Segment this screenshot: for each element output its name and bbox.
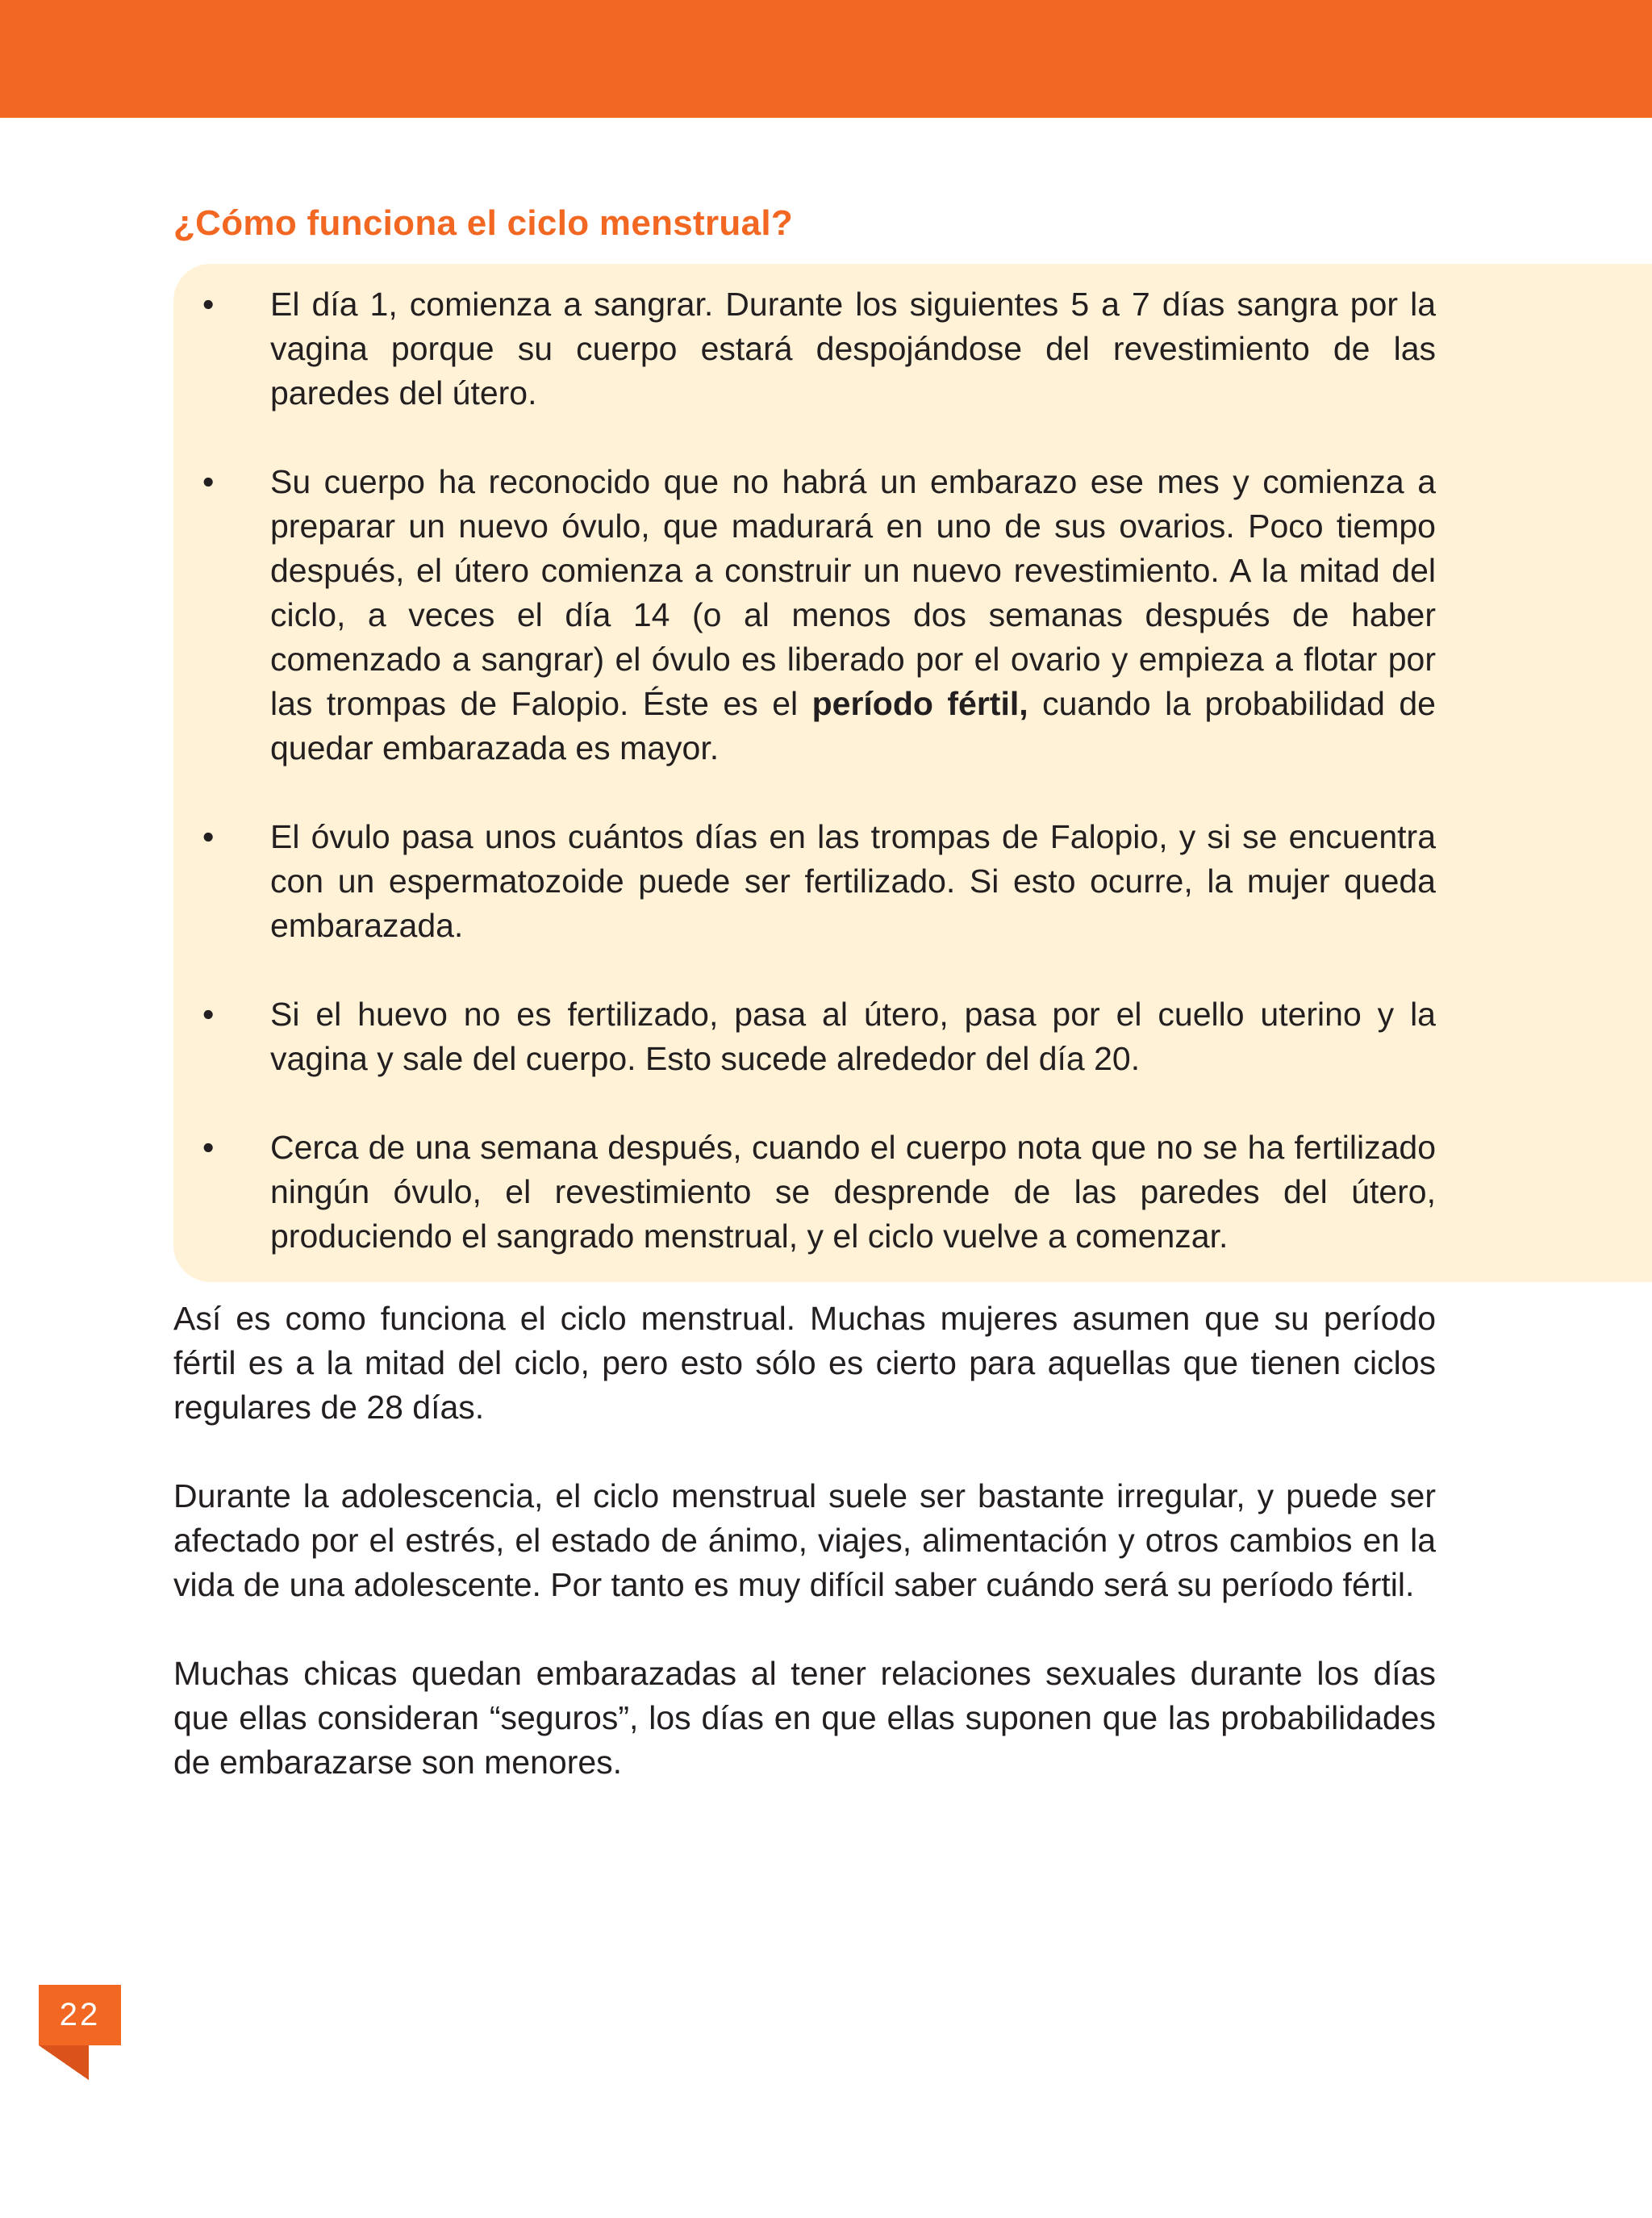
bullet-list [173, 282, 1436, 1303]
bullet-text: Si el huevo no es fertilizado, pasa al útero, pasa por el cuello uterino y la vagina y sale del cuerpo. Esto sucede alrededor del día 20. [270, 996, 1436, 1077]
paragraph-3: Muchas chicas quedan embarazadas al tener relaciones sexuales durante los días que ellas consideran “seguros”, los días en que ellas suponen que las probabilidades de embarazarse son menores. [173, 1655, 1436, 1781]
bullet-item-2 [173, 460, 1436, 771]
header-band [0, 0, 1652, 118]
bullet-dot-icon: • [202, 463, 215, 500]
paragraph-1: Así es como funciona el ciclo menstrual. Muchas mujeres asumen que su período fértil es a la mitad del ciclo, pero esto sólo es cierto para aquellas que tienen ciclos regulares de 28 días. [173, 1300, 1436, 1426]
bullet-dot-icon: • [202, 1129, 215, 1166]
bullet-dot-icon: • [202, 818, 215, 855]
page-tab-tail [39, 2045, 89, 2080]
bullet-dot-icon: • [202, 286, 215, 323]
bullet-item-1 [173, 282, 1436, 416]
bullet-dot-icon: • [202, 996, 215, 1033]
bullet-item-4 [173, 992, 1436, 1081]
body-paragraphs [173, 1297, 1436, 1829]
bullet-text-after: cuando la probabilidad de quedar embarazada es mayor. [270, 685, 1436, 766]
page-number: 22 [39, 1985, 121, 2045]
paragraph-2: Durante la adolescencia, el ciclo menstrual suele ser bastante irregular, y puede ser afectado por el estrés, el estado de ánimo, viajes, alimentación y otros cambios en la vida de una adolescente. Por tanto es muy difícil saber cuándo será su período fértil. [173, 1477, 1436, 1603]
bullet-text: El óvulo pasa unos cuántos días en las trompas de Falopio, y si se encuentra con un espermatozoide puede ser fertilizado. Si esto ocurre, la mujer queda embarazada. [270, 818, 1436, 944]
bullet-text: Cerca de una semana después, cuando el cuerpo nota que no se ha fertilizado ningún óvulo, el revestimiento se desprende de las paredes del útero, produciendo el sangrado menstrual, y el ciclo vuelve a comenzar. [270, 1129, 1436, 1255]
bullet-item-5 [173, 1126, 1436, 1259]
section-heading: ¿Cómo funciona el ciclo menstrual? [173, 203, 794, 243]
bullet-text-before: Su cuerpo ha reconocido que no habrá un embarazo ese mes y comienza a preparar un nuevo óvulo, que madurará en uno de sus ovarios. Poco tiempo después, el útero comienza a construir un nuevo revestimiento. A la mitad del ciclo, a veces el día 14 (o al menos dos semanas después de haber comenzado a sangrar) el óvulo es liberado por el ovario y empieza a flotar por las trompas de Falopio. Éste es el [270, 463, 1436, 722]
bullet-bold-term: período fértil, [811, 685, 1028, 722]
bullet-text: El día 1, comienza a sangrar. Durante los siguientes 5 a 7 días sangra por la vagina porque su cuerpo estará despojándose del revestimiento de las paredes del útero. [270, 286, 1436, 411]
bullet-item-3 [173, 815, 1436, 948]
